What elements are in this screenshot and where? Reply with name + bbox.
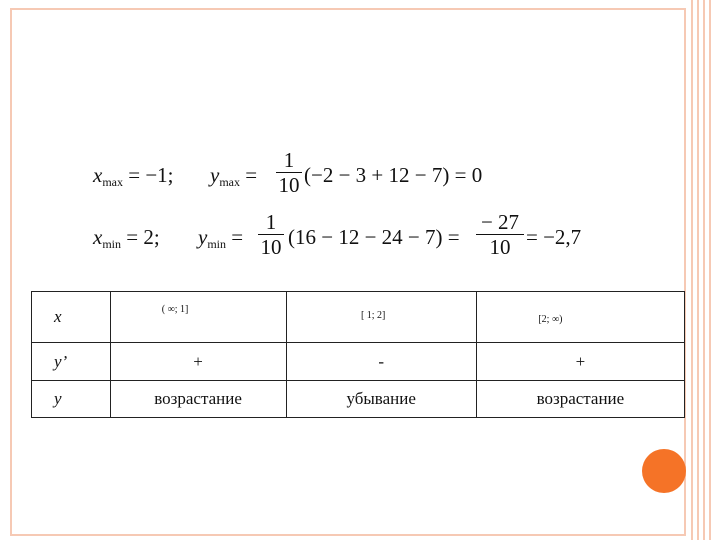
frame-line-right-1 [691, 0, 693, 540]
sign-cell-3: + [476, 343, 684, 381]
fraction-neg27-10: − 27 10 [476, 211, 524, 258]
sign-cell-2: - [286, 343, 476, 381]
fraction-one-tenth-2: 1 10 [258, 211, 284, 258]
row-head-derivative: y’ [32, 343, 111, 381]
interval-cell-3: [2; ∞) [476, 292, 684, 343]
y-max-value: (−2 − 3 + 12 − 7) = 0 [304, 163, 483, 187]
frame-line-right-3 [703, 0, 705, 540]
table-row-x [32, 292, 685, 343]
behavior-cell-2: убывание [286, 381, 476, 418]
decorative-circle [642, 449, 686, 493]
behavior-cell-1: возрастание [110, 381, 286, 418]
frame-line-right-2 [697, 0, 699, 540]
x-min-expression: $x_{min} = 2$; [93, 225, 160, 251]
sign-table [31, 291, 685, 418]
interval-cell-2: [ 1; 2] [286, 292, 476, 343]
table-row-function [32, 381, 685, 418]
x-max-expression: $x_{max} = -1$; [93, 163, 174, 189]
row-head-function: y [32, 381, 111, 418]
y-min-label: $y_{min}$ = [198, 225, 244, 251]
slide-frame [10, 8, 686, 536]
sign-cell-1: + [110, 343, 286, 381]
fraction-one-tenth: 1 10 [276, 149, 302, 196]
behavior-cell-3: возрастание [476, 381, 684, 418]
y-min-value: = −2,7 [526, 225, 582, 249]
row-head-x: x [32, 292, 111, 343]
table-row-derivative [32, 343, 685, 381]
y-max-label: $y_{max}$ = [210, 163, 258, 189]
interval-cell-1: ( ∞; 1] [110, 292, 286, 343]
y-min-expression: (16 − 12 − 24 − 7) = [288, 225, 460, 249]
frame-line-right-4 [709, 0, 711, 540]
